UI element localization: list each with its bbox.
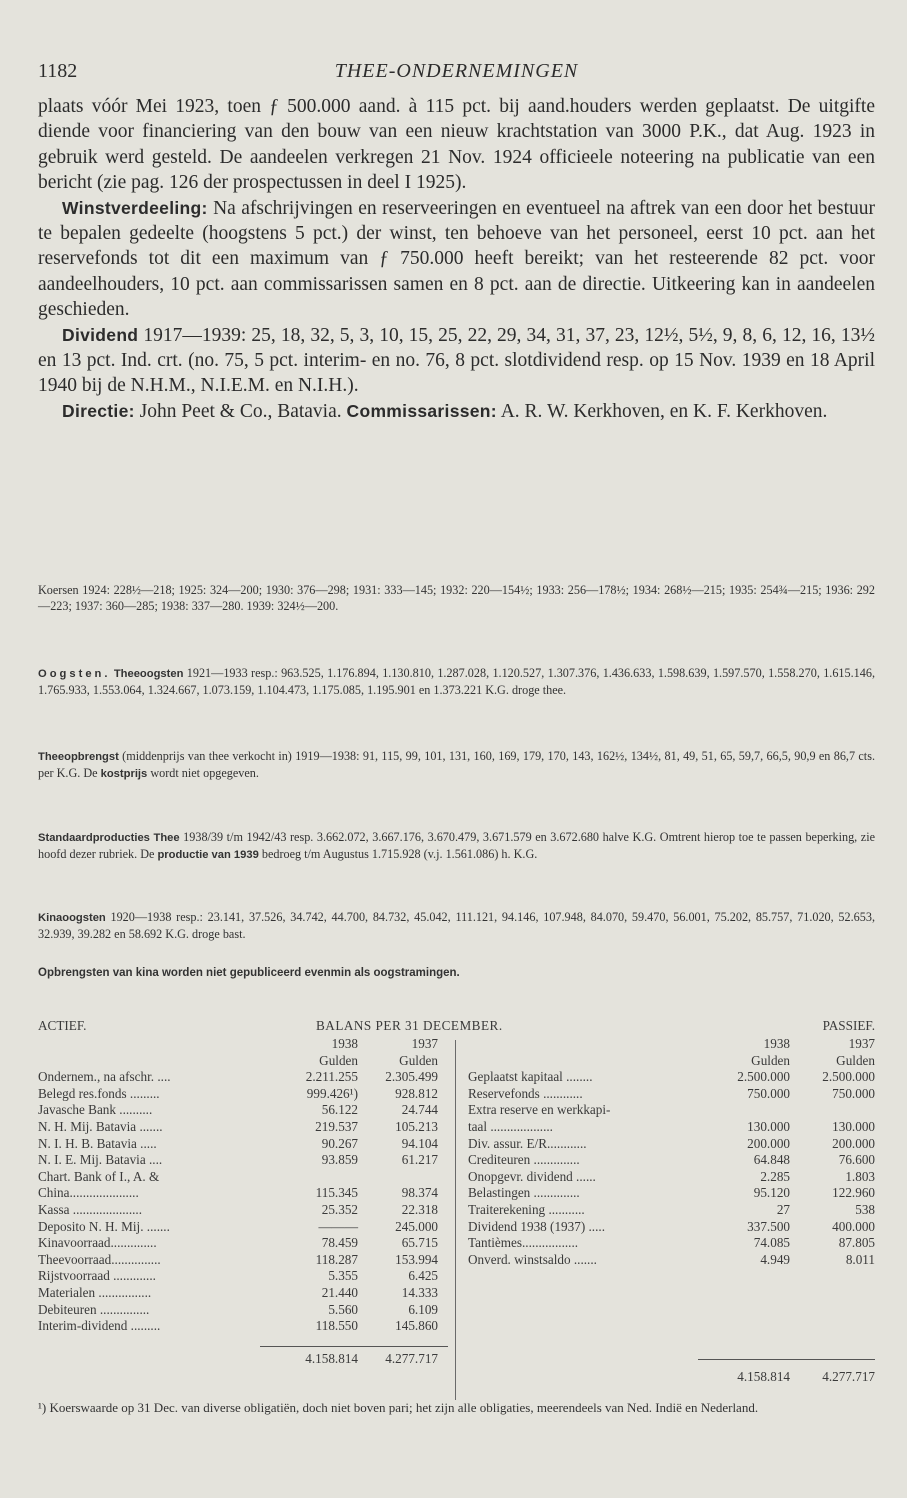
kinaoogsten-label: Kinaoogsten — [38, 912, 106, 924]
column-divider — [455, 1040, 456, 1400]
passief-year-row — [468, 1036, 875, 1053]
passief-row-label: Belastingen .............. — [468, 1185, 580, 1201]
commissarissen-text: A. R. W. Kerkhoven, en K. F. Kerkhoven. — [496, 400, 828, 422]
year-1938: 1938 — [763, 1036, 790, 1051]
winstverdeeling-text: Na afschrijvingen en reserveeringen en eventueel na aftrek van een door het bestuur te bepalen gedeelte (hoogstens 5 pct.) der winst, ten behoeve van het personeel, eerst 10 pct. aan het reservefonds tot dit een maximum van ƒ 750.000 heeft bereikt; van het resteerende 82 pct. voor aandeelhouders, 10 pct. aan commissarissen samen en 8 pct. aan de directie. Uitkeering kan in aandeelen geschieden. — [38, 197, 875, 321]
passief-row-label: Geplaatst kapitaal ........ — [468, 1069, 593, 1085]
actief-row-1938: 56.122 — [321, 1102, 358, 1118]
actief-row — [38, 1086, 448, 1103]
actief-row-1937: 61.217 — [401, 1152, 438, 1168]
oogsten-paragraph — [38, 665, 875, 698]
passief-row-1937: 2.500.000 — [822, 1069, 875, 1085]
passief-row-1938: 130.000 — [747, 1118, 790, 1134]
actief-row-label: N. I. H. B. Batavia ..... — [38, 1135, 157, 1151]
passief-row — [468, 1252, 875, 1269]
actief-row-1938: 115.345 — [315, 1185, 358, 1201]
main-text — [38, 94, 875, 424]
actief-row-1937: 145.860 — [395, 1318, 438, 1334]
kostprijs-text: wordt niet opgegeven. — [147, 766, 259, 780]
actief-row-1938: 5.560 — [328, 1301, 358, 1317]
passief-total-rule — [698, 1359, 875, 1360]
actief-row — [38, 1202, 448, 1219]
dividend-paragraph — [38, 323, 875, 399]
actief-row-1938: 93.859 — [321, 1152, 358, 1168]
actief-row-label: Interim-dividend ......... — [38, 1318, 161, 1334]
actief-row-1937: 65.715 — [401, 1235, 438, 1251]
passief-row-1937: 538 — [855, 1201, 875, 1217]
passief-row-label: Crediteuren .............. — [468, 1152, 580, 1168]
passief-row — [468, 1136, 875, 1153]
page-header — [38, 60, 875, 90]
passief-row-1937: 8.011 — [845, 1251, 875, 1267]
actief-row-1937: 928.812 — [395, 1085, 438, 1101]
actief-row — [38, 1285, 448, 1302]
actief-row-label: Ondernem., na afschr. .... — [38, 1069, 171, 1085]
actief-row-1938: ——— — [318, 1218, 358, 1234]
passief-row — [468, 1202, 875, 1219]
passief-row-1937: 122.960 — [832, 1185, 875, 1201]
productie-label: productie van 1939 — [157, 849, 259, 861]
actief-total-row — [38, 1351, 448, 1368]
passief-rows — [468, 1069, 875, 1268]
passief-row-1938: 2.285 — [760, 1168, 790, 1184]
total-rule — [260, 1346, 448, 1347]
actief-row-label: Materialen ................ — [38, 1284, 152, 1300]
actief-row — [38, 1318, 448, 1335]
year-1937: 1937 — [848, 1036, 875, 1051]
oogsten-label: Oogsten. — [38, 668, 111, 680]
passief-row-1937: 400.000 — [832, 1218, 875, 1234]
actief-row — [38, 1136, 448, 1153]
actief-row-label: Kassa ..................... — [38, 1201, 143, 1217]
passief-row-1938: 27 — [776, 1201, 790, 1217]
theeoogsten-label: Theeoogsten — [113, 668, 184, 680]
balance-sheet — [38, 1018, 875, 1366]
productie-text: bedroeg t/m Augustus 1.715.928 (v.j. 1.561.086) h. K.G. — [258, 847, 538, 861]
actief-row-1937: 98.374 — [401, 1185, 438, 1201]
passief-row — [468, 1185, 875, 1202]
footnote: ¹) Koerswaarde op 31 Dec. van diverse obligatiën, doch niet boven pari; het zijn alle obligaties, meerendeels van Ned. Indië en Nederland. — [38, 1400, 759, 1415]
page-number: 1182 — [38, 60, 78, 82]
actief-row-1937: 2.305.499 — [385, 1069, 438, 1085]
passief-row-label: Extra reserve en werkkapi- — [468, 1102, 611, 1118]
standaardproducties-paragraph — [38, 829, 875, 863]
passief-row-1938: 64.848 — [753, 1152, 790, 1168]
actief-row-1938: 25.352 — [321, 1201, 358, 1217]
actief-row-label: Debiteuren ............... — [38, 1301, 150, 1317]
actief-row-1937: 24.744 — [401, 1102, 438, 1118]
actief-row-1937: 94.104 — [401, 1135, 438, 1151]
running-title: THEE-ONDERNEMINGEN — [334, 60, 579, 82]
actief-row-1938: 118.550 — [315, 1318, 358, 1334]
actief-row-1938: 118.287 — [315, 1251, 358, 1267]
passief-row-1937: 87.805 — [838, 1235, 875, 1251]
commissarissen-label: Commissarissen: — [346, 400, 497, 421]
actief-column — [38, 1036, 448, 1367]
winstverdeeling-paragraph — [38, 196, 875, 323]
actief-row-label: Kinavoorraad.............. — [38, 1235, 157, 1251]
passief-row — [468, 1102, 875, 1119]
passief-row-1938: 4.949 — [760, 1251, 790, 1267]
actief-rows — [38, 1069, 448, 1335]
actief-row-1937: 105.213 — [395, 1118, 438, 1134]
intro-paragraph: plaats vóór Mei 1923, toen ƒ 500.000 aand. à 115 pct. bij aand.houders werden geplaatst. De uitgifte diende voor financiering van den bouw van een nieuw krachtstation van 3000 P.K., dat Aug. 1923 in gebruik werd gesteld. De aandeelen verkregen 21 Nov. 1924 officieele noteering na publicatie van een bericht (zie pag. 126 der prospectussen in deel I 1925). — [38, 96, 875, 194]
passief-row-1938: 200.000 — [747, 1135, 790, 1151]
actief-row — [38, 1252, 448, 1269]
actief-row-1938: 21.440 — [321, 1284, 358, 1300]
spacer — [38, 1335, 448, 1345]
actief-row-1937: 6.425 — [408, 1268, 438, 1284]
passief-total-1938: 4.158.814 — [737, 1369, 790, 1384]
passief-row — [468, 1086, 875, 1103]
passief-row-1938: 2.500.000 — [737, 1069, 790, 1085]
actief-row-1937: 6.109 — [408, 1301, 438, 1317]
balance-title: BALANS PER 31 DECEMBER. — [316, 1018, 503, 1033]
directie-label: Directie: — [62, 400, 135, 421]
kina-notice: Opbrengsten van kina worden niet gepubliceerd evenmin als oogstramingen. — [38, 967, 460, 979]
kinaoogsten-paragraph — [38, 909, 875, 942]
passief-column — [468, 1036, 875, 1268]
actief-row-1938: 5.355 — [328, 1268, 358, 1284]
actief-unit-row — [38, 1053, 448, 1070]
year-1938: 1938 — [331, 1036, 358, 1051]
unit-label: Gulden — [319, 1052, 358, 1068]
actief-row-label: Rijstvoorraad ............. — [38, 1268, 156, 1284]
passief-row-label: Onopgevr. dividend ...... — [468, 1168, 596, 1184]
winstverdeeling-label: Winstverdeeling: — [62, 197, 208, 218]
actief-row — [38, 1119, 448, 1136]
passief-row-label: Traiterekening ........... — [468, 1201, 585, 1217]
passief-row — [468, 1069, 875, 1086]
passief-total-row — [638, 1369, 875, 1386]
kostprijs-label: kostprijs — [100, 768, 148, 780]
actief-row-1937: 14.333 — [401, 1284, 438, 1300]
passief-row-1937: 130.000 — [832, 1118, 875, 1134]
actief-row-1937: 245.000 — [395, 1218, 438, 1234]
passief-row-1937: 200.000 — [832, 1135, 875, 1151]
actief-row — [38, 1069, 448, 1086]
actief-row-label: China..................... — [38, 1185, 139, 1201]
actief-row — [38, 1235, 448, 1252]
unit-label: Gulden — [751, 1052, 790, 1068]
koersen-paragraph: Koersen 1924: 228½—218; 1925: 324—200; 1930: 376—298; 1931: 333—145; 1932: 220—154½; 1933: 256—178½; 1934: 268½—215; 1935: 254¾—215; 1936: 292—223; 1937: 360—285; 1938: 337—280. 1939: 324½—200. — [38, 583, 875, 613]
actief-row — [38, 1219, 448, 1236]
theeopbrengst-label: Theeopbrengst — [38, 751, 119, 763]
actief-row-label: Javasche Bank .......... — [38, 1102, 153, 1118]
actief-row-1938: 219.537 — [315, 1118, 358, 1134]
passief-row-1937: 76.600 — [838, 1152, 875, 1168]
passief-total-1937: 4.277.717 — [822, 1369, 875, 1384]
kinaoogsten-text: 1920—1938 resp.: 23.141, 37.526, 34.742, 44.700, 84.732, 45.042, 111.121, 94.146, 107.948, 84.070, 59.470, 56.001, 75.202, 85.757, 71.020, 52.653, 32.939, 39.282 en 58.692 K.G. droge bast. — [38, 910, 875, 941]
standaardproducties-text: 1938/39 t/m 1942/43 resp. 3.662.072, 3.667.176, 3.670.479, 3.671.579 en 3.672.680 halve K.G. Omtrent hierop toe te passen beperking, zie hoofd dezer rubriek. De — [38, 830, 875, 861]
actief-total-1937: 4.277.717 — [385, 1350, 438, 1366]
actief-row-label: N. I. E. Mij. Batavia .... — [38, 1152, 163, 1168]
actief-row — [38, 1302, 448, 1319]
actief-row-label: Theevoorraad............... — [38, 1251, 161, 1267]
passief-row-label: Div. assur. E/R............ — [468, 1135, 587, 1151]
unit-label: Gulden — [836, 1052, 875, 1068]
standaardproducties-label: Standaardproducties Thee — [38, 832, 180, 844]
actief-row — [38, 1102, 448, 1119]
dividend-text: 1917—1939: 25, 18, 32, 5, 3, 10, 15, 25, 22, 29, 34, 31, 37, 23, 12½, 5½, 9, 8, 6, 12, 16, 13½ en 13 pct. Ind. crt. (no. 75, 5 pct. interim- en no. 76, 8 pct. slotdividend resp. op 15 Nov. 1939 en 18 April 1940 bij de N.H.M., N.I.E.M. en N.I.H.). — [38, 324, 875, 397]
actief-row-label: Belegd res.fonds ......... — [38, 1085, 160, 1101]
directie-paragraph — [38, 399, 875, 424]
passief-row — [468, 1119, 875, 1136]
passief-row-1938: 74.085 — [753, 1235, 790, 1251]
actief-row-1938: 78.459 — [321, 1235, 358, 1251]
actief-row — [38, 1152, 448, 1169]
actief-year-row — [38, 1036, 448, 1053]
passief-row-label: Onverd. winstsaldo ....... — [468, 1251, 597, 1267]
actief-row-1938: 2.211.255 — [305, 1069, 358, 1085]
passief-unit-row — [468, 1053, 875, 1070]
passief-row — [468, 1152, 875, 1169]
actief-row-label: Chart. Bank of I., A. & — [38, 1168, 160, 1184]
passief-row-1938: 750.000 — [747, 1085, 790, 1101]
passief-title: PASSIEF. — [822, 1018, 875, 1033]
passief-row-label: Reservefonds ............ — [468, 1085, 583, 1101]
passief-row-1938: 95.120 — [753, 1185, 790, 1201]
balance-header — [38, 1018, 875, 1036]
theeopbrengst-paragraph — [38, 748, 875, 782]
year-1937: 1937 — [411, 1036, 438, 1051]
passief-row — [468, 1219, 875, 1236]
actief-total-1938: 4.158.814 — [305, 1350, 358, 1366]
passief-row-label: Dividend 1938 (1937) ..... — [468, 1218, 605, 1234]
passief-row — [468, 1235, 875, 1252]
unit-label: Gulden — [399, 1052, 438, 1068]
actief-title: ACTIEF. — [38, 1018, 87, 1033]
actief-row-1938: 999.426¹) — [306, 1085, 358, 1101]
actief-row — [38, 1185, 448, 1202]
actief-row-1937: 22.318 — [401, 1201, 438, 1217]
passief-row-1938: 337.500 — [747, 1218, 790, 1234]
actief-row-1937: 153.994 — [395, 1251, 438, 1267]
actief-row-label: Deposito N. H. Mij. ....... — [38, 1218, 170, 1234]
actief-row-label: N. H. Mij. Batavia ....... — [38, 1118, 163, 1134]
theeopbrengst-text: (middenprijs van thee verkocht in) 1919—1938: 91, 115, 99, 101, 131, 160, 169, 179, 170, 143, 162½, 134½, 81, 49, 51, 65, 59,7, 66,5, 90,9 en 86,7 cts. per K.G. De — [38, 749, 875, 780]
passief-row-1937: 750.000 — [832, 1085, 875, 1101]
passief-row-label: taal ................... — [468, 1118, 553, 1134]
theeoogsten-text: 1921—1933 resp.: 963.525, 1.176.894, 1.130.810, 1.287.028, 1.120.527, 1.307.376, 1.436.633, 1.598.639, 1.597.570, 1.558.270, 1.615.146, 1.765.933, 1.553.064, 1.324.667, 1.073.159, 1.104.473, 1.175.085, 1.195.901 en 1.373.221 K.G. droge thee. — [38, 666, 875, 697]
actief-row — [38, 1169, 448, 1186]
actief-row-1938: 90.267 — [321, 1135, 358, 1151]
passief-row — [468, 1169, 875, 1186]
dividend-label: Dividend — [62, 324, 139, 345]
directie-text: John Peet & Co., Batavia. — [134, 400, 347, 422]
passief-row-1937: 1.803 — [845, 1168, 875, 1184]
passief-row-label: Tantièmes................. — [468, 1235, 579, 1251]
actief-row — [38, 1268, 448, 1285]
